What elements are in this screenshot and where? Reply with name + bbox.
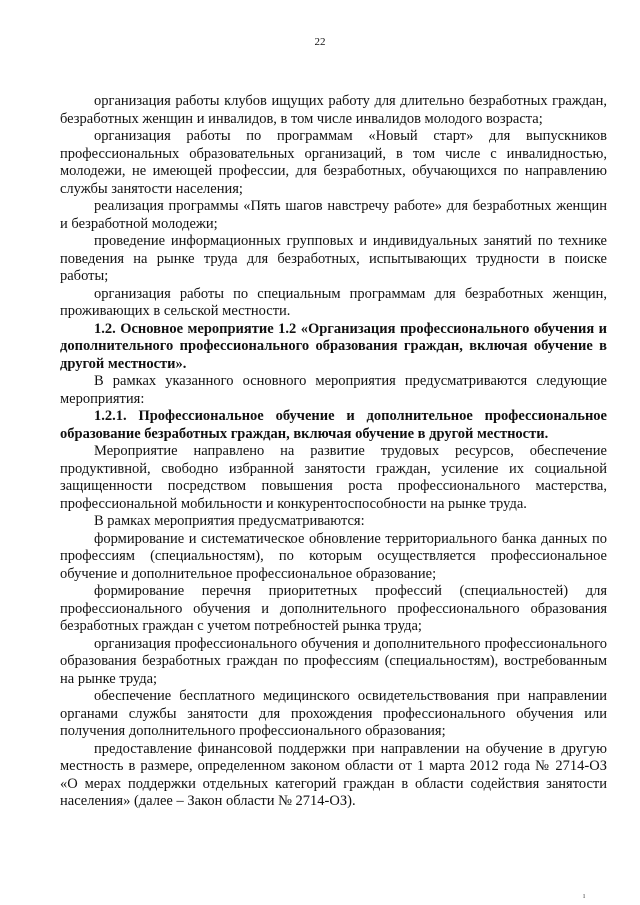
paragraph: Мероприятие направлено на развитие трудовых ресурсов, обеспечение продуктивной, свободно избранной занятости граждан, усиление их социальной защищенности посредством повышения роста профессионального мастерства, профессиональной мобильности и конкурентоспособности на рынке труда. <box>60 443 607 512</box>
paragraph: В рамках указанного основного мероприятия предусматриваются следующие мероприятия: <box>60 373 607 407</box>
paragraph: формирование и систематическое обновление территориального банка данных по профессиям (специальностям), по которым осуществляется профессиональное обучение и дополнительное профессиональное образование; <box>60 530 607 582</box>
paragraph: организация работы по программам «Новый старт» для выпускников профессиональных образовательных организаций, в том числе с инвалидностью, молодежи, не имеющей профессии, для безработных, обучающихся по направлению службы занятости населения; <box>60 128 607 197</box>
paragraph: организация профессионального обучения и дополнительного профессионального образования безработных граждан по профессиям (специальностям), востребованным на рынке труда; <box>60 635 607 687</box>
subsection-heading: 1.2.1. Профессиональное обучение и дополнительное профессиональное образование безработных граждан, включая обучение в другой местности. <box>60 408 607 442</box>
page-number: 22 <box>314 36 326 48</box>
paragraph: формирование перечня приоритетных профессий (специальностей) для профессионального обучения и дополнительного профессионального образования безработных граждан с учетом потребностей рынка труда; <box>60 583 607 634</box>
paragraph: предоставление финансовой поддержки при направлении на обучение в другую местность в размере, определенном законом области от 1 марта 2012 года № 2714-ОЗ «О мерах поддержки отдельных категорий граждан в области содействия занятости населения» (далее – Закон области № 2714-ОЗ). <box>60 740 607 809</box>
paragraph: проведение информационных групповых и индивидуальных занятий по технике поведения на рынке труда для безработных, испытывающих трудности в поиске работы; <box>60 233 607 284</box>
paragraph: организация работы по специальным программам для безработных женщин, проживающих в сельской местности. <box>60 285 607 319</box>
paragraph: В рамках мероприятия предусматриваются: <box>94 513 365 529</box>
scan-mark: ı <box>583 891 586 900</box>
paragraph: реализация программы «Пять шагов навстречу работе» для безработных женщин и безработной молодежи; <box>60 198 607 232</box>
section-heading: 1.2. Основное мероприятие 1.2 «Организация профессионального обучения и дополнительного профессионального образования граждан, включая обучение в другой местности». <box>60 320 607 372</box>
paragraph: организация работы клубов ищущих работу для длительно безработных граждан, безработных женщин и инвалидов, в том числе инвалидов молодого возраста; <box>60 93 607 127</box>
paragraph: обеспечение бесплатного медицинского освидетельствования при направлении органами службы занятости для прохождения профессионального обучения или получения дополнительного профессионального образования; <box>60 688 607 739</box>
document-body <box>60 93 607 811</box>
